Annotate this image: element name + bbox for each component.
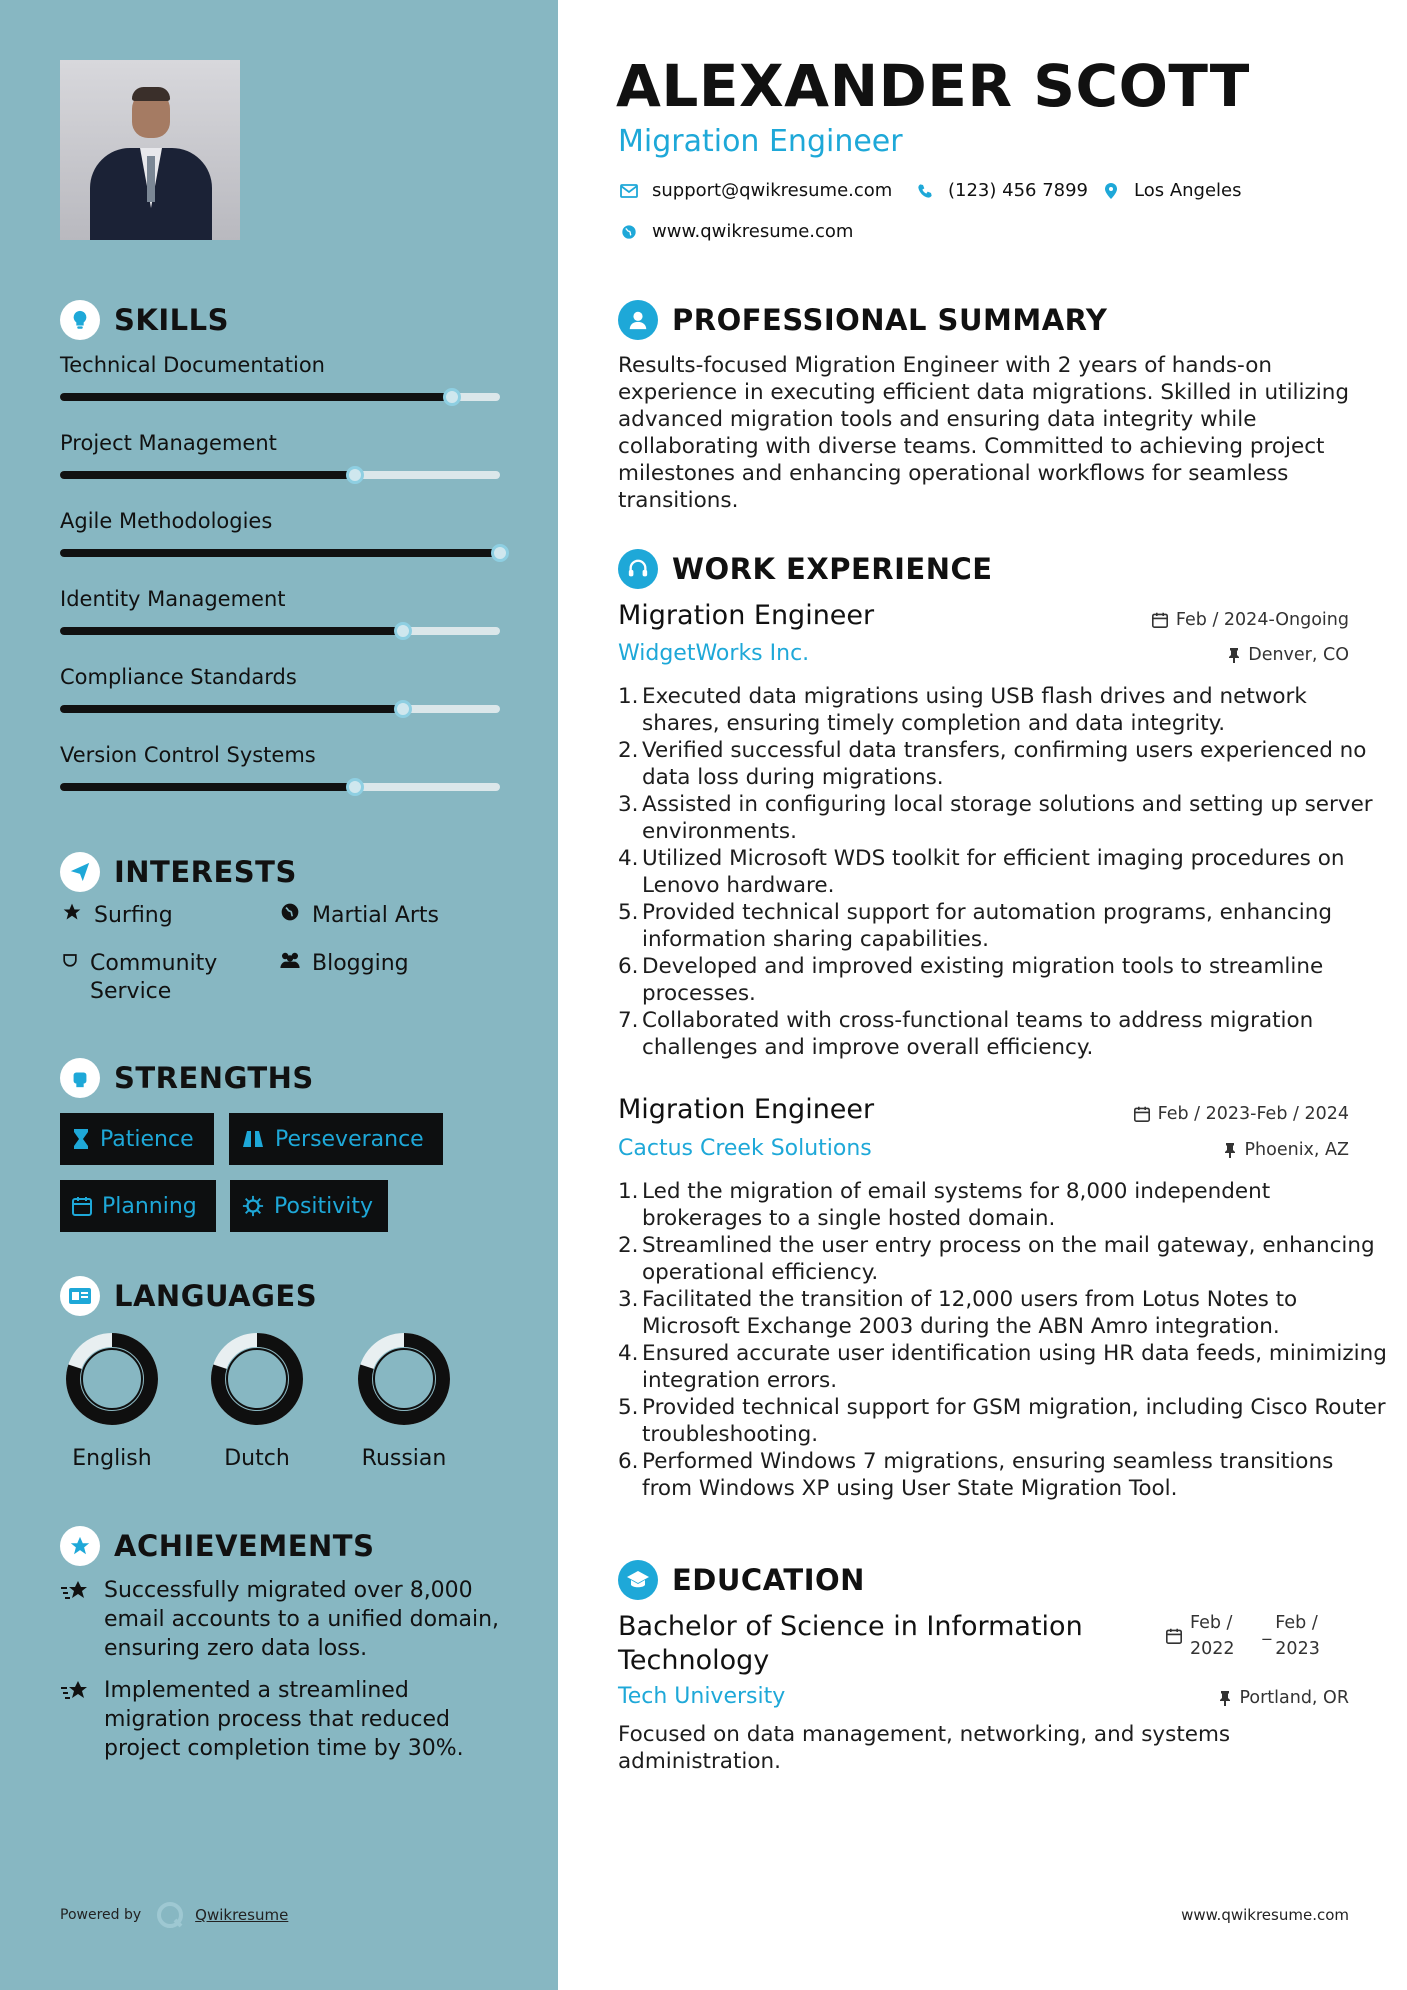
paper-plane-icon — [60, 852, 100, 892]
globe-icon — [618, 224, 640, 240]
school-location: Portland, OR — [1219, 1688, 1349, 1708]
strength-badge: Perseverance — [229, 1113, 443, 1165]
star-badge-icon — [60, 1526, 100, 1566]
skill-bar — [60, 705, 500, 713]
summary-text: Results-focused Migration Engineer with 2 years of hands-on experience in executing efficient data migrations. Skilled in utilizing advanced migration tools and ensuring data integrity while collaborating with diverse teams. Committed to achieving project milestones and enhancing operational workflows for seamless transitions. — [618, 353, 1350, 513]
responsibility-item: 7. Collaborated with cross-functional teams to address migration challenges and improve overall efficiency. — [618, 1008, 1314, 1060]
sun-icon — [242, 1195, 264, 1217]
strength-badge: Planning — [60, 1180, 216, 1232]
responsibility-item: 2. Verified successful data transfers, confirming users experienced no data loss during migrations. — [618, 738, 1367, 790]
strength-badge: Positivity — [230, 1180, 388, 1232]
work-heading: WORK EXPERIENCE — [618, 549, 993, 589]
hand-icon — [60, 950, 80, 970]
skill-item — [60, 587, 500, 635]
interests-heading: INTERESTS — [60, 852, 297, 892]
skill-bar-knob — [346, 778, 364, 796]
skill-item — [60, 353, 500, 401]
interest-item: Community Service — [60, 950, 260, 1006]
calendar-icon — [1134, 1106, 1150, 1122]
education-date-end: Feb / 2023 — [1275, 1613, 1320, 1659]
skill-name: Identity Management — [60, 587, 286, 611]
main-content — [558, 0, 1407, 1990]
shooting-star-icon — [60, 1678, 94, 1708]
skill-item — [60, 665, 500, 713]
skill-bar — [60, 549, 500, 557]
language-item — [57, 1330, 167, 1471]
school-name: Tech University — [618, 1684, 786, 1709]
star-icon — [60, 902, 84, 922]
language-ring — [208, 1330, 306, 1428]
responsibility-item: 4. Ensured accurate user identification using HR data feeds, minimizing integration errors. — [618, 1341, 1387, 1393]
education-date-separator: _ — [1262, 1621, 1272, 1641]
responsibility-item: 1. Executed data migrations using USB flash drives and network shares, ensuring timely completion and data integrity. — [618, 684, 1307, 736]
interest-item: Martial Arts — [278, 902, 439, 930]
skill-item — [60, 431, 500, 479]
job-company: Cactus Creek Solutions — [618, 1136, 872, 1161]
interest-item: Surfing — [60, 902, 173, 930]
skill-bar-knob — [394, 622, 412, 640]
globe-icon — [278, 902, 302, 922]
user-icon — [618, 300, 658, 340]
skill-bar-fill — [60, 627, 403, 635]
skill-bar-knob — [346, 466, 364, 484]
strengths-heading: STRENGTHS — [60, 1058, 314, 1098]
skill-name: Project Management — [60, 431, 277, 455]
phone-icon — [914, 183, 936, 199]
skill-item — [60, 509, 500, 557]
education-date-start: Feb / 2022 — [1190, 1613, 1235, 1659]
language-card-icon — [60, 1276, 100, 1316]
candidate-name: ALEXANDER SCOTT — [616, 52, 1250, 120]
achievements-heading: ACHIEVEMENTS — [60, 1526, 374, 1566]
responsibility-item: 3. Assisted in configuring local storage solutions and setting up server environments. — [618, 792, 1373, 844]
interest-item: Blogging — [278, 950, 409, 978]
fist-icon — [60, 1058, 100, 1098]
graduation-cap-icon — [618, 1560, 658, 1600]
job-title: Migration Engineer — [618, 1094, 875, 1125]
skill-bar — [60, 393, 500, 401]
job-responsibilities — [618, 683, 1388, 1061]
job-company: WidgetWorks Inc. — [618, 641, 810, 666]
degree-title: Bachelor of Science in Information Technology — [618, 1611, 1083, 1676]
education-description: Focused on data management, networking, and systems administration. — [618, 1722, 1231, 1774]
skill-bar-knob — [443, 388, 461, 406]
skill-bar-fill — [60, 471, 355, 479]
pushpin-icon — [1228, 647, 1240, 663]
language-item — [349, 1330, 459, 1471]
calendar-icon — [72, 1196, 92, 1216]
skill-bar — [60, 627, 500, 635]
sidebar — [0, 0, 558, 1990]
powered-by: Powered by Qwikresume — [60, 1900, 288, 1930]
contact-email[interactable]: support@qwikresume.com — [618, 180, 892, 201]
responsibility-item: 5. Provided technical support for automation programs, enhancing information sharing capabilities. — [618, 900, 1332, 952]
education-heading: EDUCATION — [618, 1560, 865, 1600]
job-date: Feb / 2023-Feb / 2024 — [1134, 1104, 1349, 1124]
shooting-star-icon — [60, 1578, 94, 1608]
responsibility-item: 4. Utilized Microsoft WDS toolkit for efficient imaging procedures on Lenovo hardware. — [618, 846, 1345, 898]
qwikresume-logo-icon — [155, 1900, 185, 1930]
job-date: Feb / 2024-Ongoing — [1152, 610, 1349, 630]
skill-bar — [60, 471, 500, 479]
skill-name: Technical Documentation — [60, 353, 325, 377]
contact-website[interactable]: www.qwikresume.com — [618, 221, 853, 242]
language-name: Russian — [361, 1446, 447, 1471]
headset-icon — [618, 549, 658, 589]
job-responsibilities — [618, 1178, 1388, 1502]
skills-heading: SKILLS — [60, 300, 229, 340]
skill-bar-fill — [60, 549, 500, 557]
lightbulb-icon — [60, 300, 100, 340]
pushpin-icon — [1219, 1690, 1231, 1706]
skill-name: Version Control Systems — [60, 743, 316, 767]
achievement-item: Successfully migrated over 8,000 email accounts to a unified domain, ensuring zero data loss. — [60, 1576, 500, 1663]
skill-bar — [60, 783, 500, 791]
responsibility-item: 6. Performed Windows 7 migrations, ensuring seamless transitions from Windows XP using User State Migration Tool. — [618, 1449, 1334, 1501]
education-date — [1166, 1610, 1320, 1662]
skill-bar-knob — [394, 700, 412, 718]
users-icon — [278, 950, 302, 970]
skill-bar-fill — [60, 783, 355, 791]
job-location: Denver, CO — [1228, 645, 1349, 665]
language-item — [202, 1330, 312, 1471]
skill-name: Compliance Standards — [60, 665, 297, 689]
contact-location: Los Angeles — [1100, 180, 1242, 201]
qwikresume-link[interactable]: Qwikresume — [195, 1906, 289, 1924]
job-location: Phoenix, AZ — [1224, 1140, 1349, 1160]
map-pin-icon — [1100, 182, 1122, 200]
hourglass-icon — [72, 1128, 90, 1150]
envelope-icon — [618, 184, 640, 198]
skill-bar-fill — [60, 393, 452, 401]
footer-website-link[interactable]: www.qwikresume.com — [1181, 1906, 1349, 1924]
calendar-icon — [1152, 612, 1168, 628]
calendar-icon — [1166, 1628, 1182, 1662]
language-ring — [63, 1330, 161, 1428]
skill-bar-knob — [491, 544, 509, 562]
achievement-item: Implemented a streamlined migration process that reduced project completion time by 30%. — [60, 1676, 500, 1763]
skill-name: Agile Methodologies — [60, 509, 273, 533]
profile-photo — [60, 60, 240, 240]
responsibility-item: 2. Streamlined the user entry process on the mail gateway, enhancing operational efficiency. — [618, 1233, 1375, 1285]
language-ring — [355, 1330, 453, 1428]
responsibility-item: 1. Led the migration of email systems for 8,000 independent brokerages to a single hosted domain. — [618, 1179, 1271, 1231]
responsibility-item: 6. Developed and improved existing migration tools to streamline processes. — [618, 954, 1324, 1006]
language-name: Dutch — [224, 1446, 290, 1471]
skill-bar-fill — [60, 705, 403, 713]
candidate-role: Migration Engineer — [618, 124, 903, 159]
job-title: Migration Engineer — [618, 600, 875, 631]
skill-item — [60, 743, 500, 791]
responsibility-item: 3. Facilitated the transition of 12,000 users from Lotus Notes to Microsoft Exchange 2003 during the ABN Amro integration. — [618, 1287, 1298, 1339]
language-name: English — [72, 1446, 152, 1471]
strength-badge: Patience — [60, 1113, 214, 1165]
pushpin-icon — [1224, 1142, 1236, 1158]
summary-heading: PROFESSIONAL SUMMARY — [618, 300, 1107, 340]
responsibility-item: 5. Provided technical support for GSM migration, including Cisco Router troubleshooting. — [618, 1395, 1386, 1447]
contact-phone[interactable]: (123) 456 7899 — [914, 180, 1088, 201]
languages-heading: LANGUAGES — [60, 1276, 317, 1316]
binoculars-icon — [241, 1129, 265, 1149]
